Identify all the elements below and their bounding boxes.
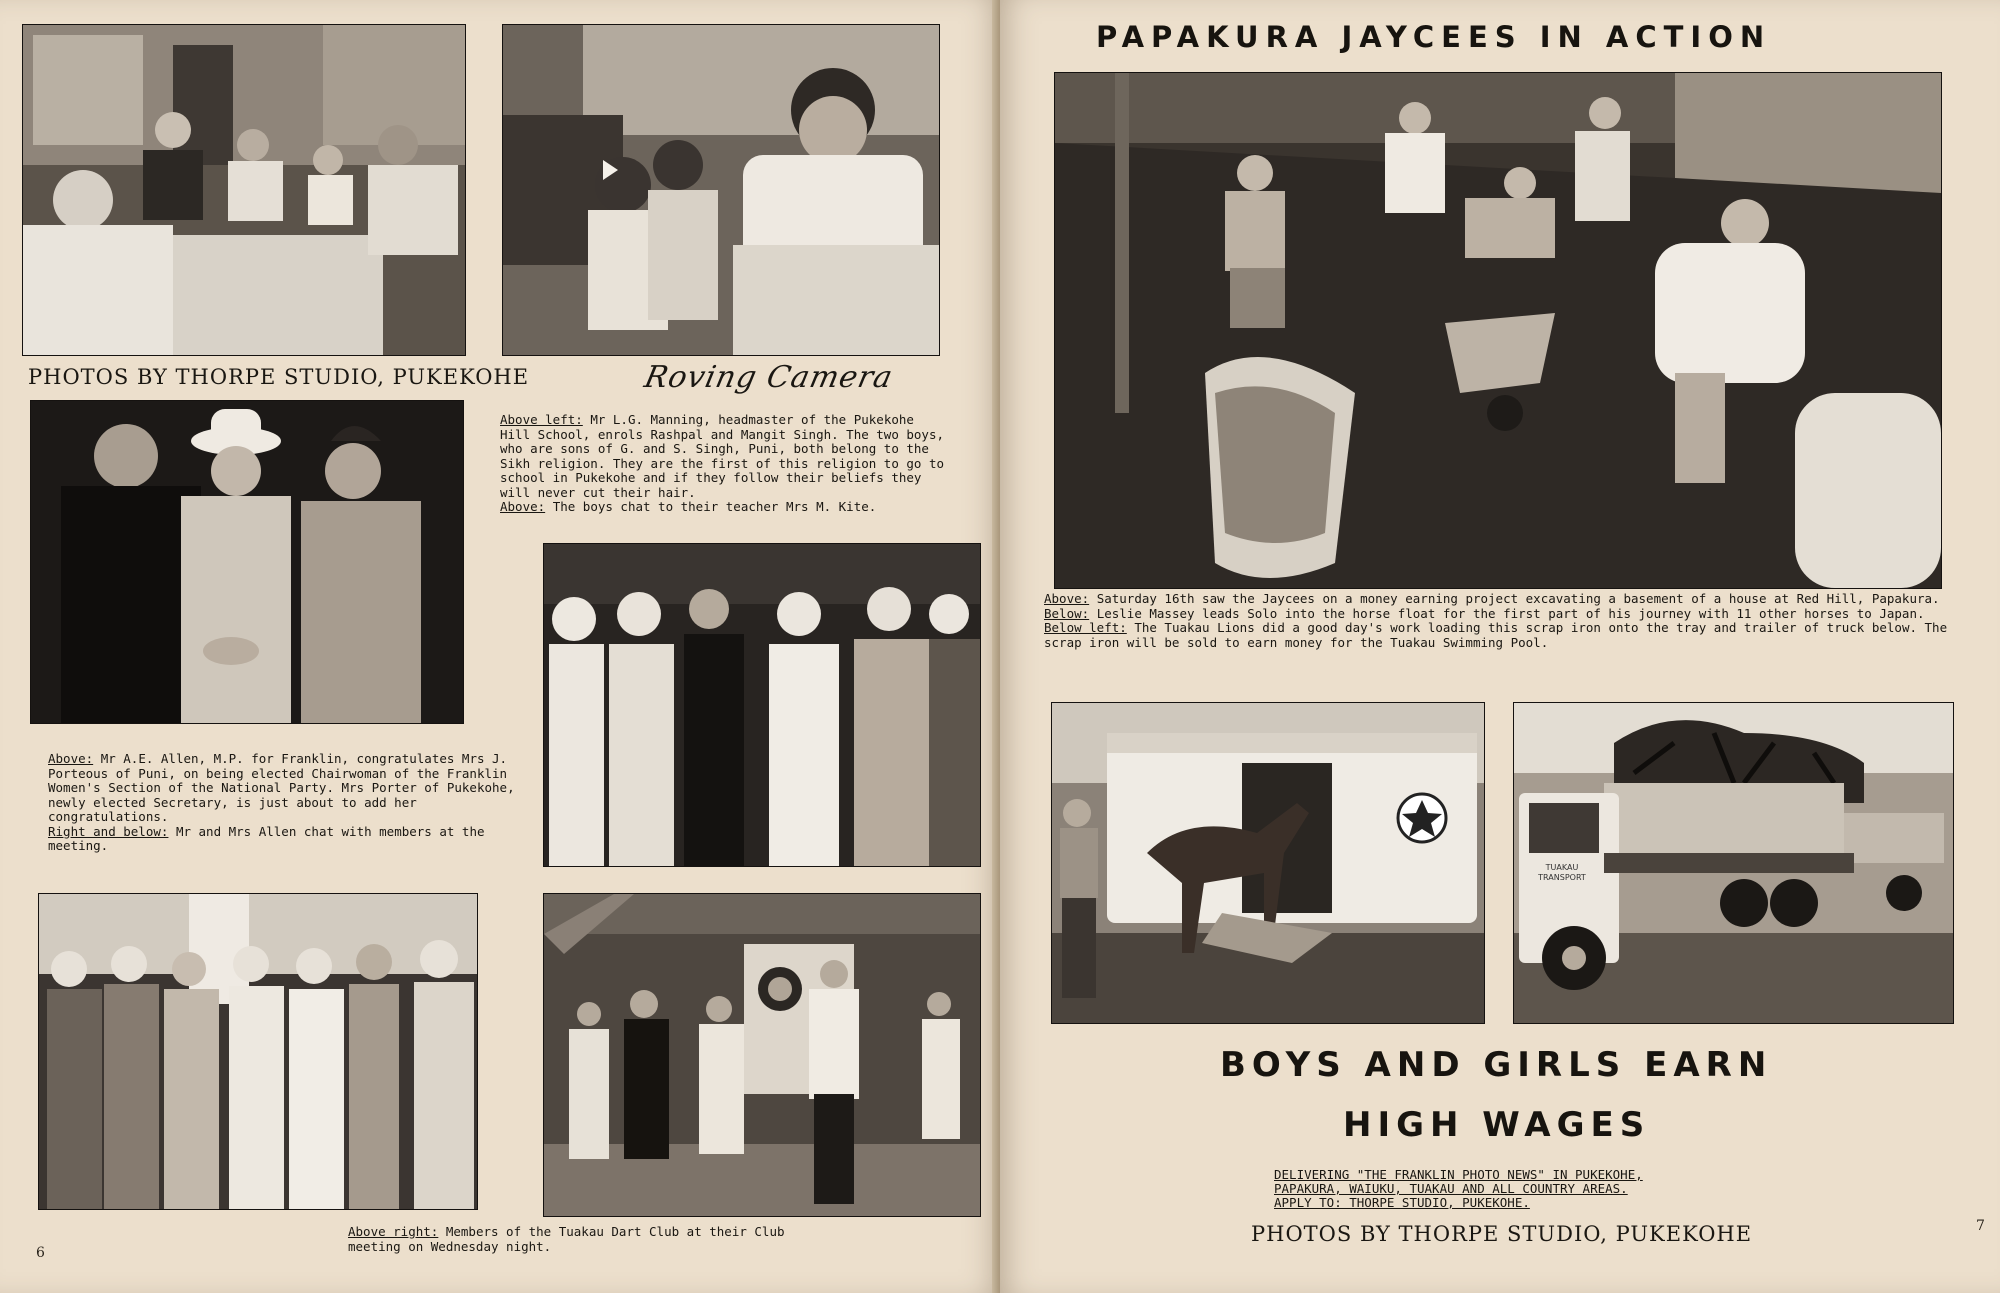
caption-right-below-label: Right and below: <box>48 823 169 839</box>
headline-boys-girls: BOYS AND GIRLS EARN <box>1220 1045 1773 1085</box>
caption-jaycees-text: Saturday 16th saw the Jaycees on a money earning project excavating a basement of a house at Red Hill, Papakura. <box>1096 591 1940 606</box>
caption-right-below-text: Mr and Mrs Allen chat with members at the meeting. <box>48 823 485 853</box>
page-number-left: 6 <box>36 1245 45 1261</box>
caption-lions-label: Below left: <box>1044 620 1127 635</box>
photo-dart-club <box>543 893 981 1217</box>
delivery-notice <box>1274 1168 1744 1210</box>
caption-allen <box>48 752 516 854</box>
photo-women-group <box>38 893 478 1210</box>
caption-jaycees-label: Above: <box>1044 591 1090 606</box>
caption-horse-text: Leslie Massey leads Solo into the horse float for the first part of his journey with 11 other horses to Japan. <box>1096 605 1925 621</box>
caption-dart-text: Members of the Tuakau Dart Club at their Club meeting on Wednesday night. <box>348 1224 785 1254</box>
right-page <box>1000 0 2000 1293</box>
caption-dart <box>348 1225 788 1254</box>
notice-line-1: DELIVERING "THE FRANKLIN PHOTO NEWS" IN PUKEKOHE, <box>1274 1167 1643 1182</box>
caption-above-label: Above: <box>500 499 546 514</box>
caption-lions-text: The Tuakau Lions did a good day's work loading this scrap iron onto the tray and trailer of truck below. The scrap iron will be sold to earn money for the Tuakau Swimming Pool. <box>1044 620 1948 650</box>
photo-horse-float <box>1051 702 1485 1024</box>
caption-allen-label: Above: <box>48 751 94 766</box>
photo-credit-right: PHOTOS BY THORPE STUDIO, PUKEKOHE <box>1251 1222 1753 1246</box>
truck-door-text: TUAKAU TRANSPORT <box>1538 863 1586 882</box>
section-title-roving-camera: Roving Camera <box>641 360 897 395</box>
notice-line-2: PAPAKURA, WAIUKU, TUAKAU AND ALL COUNTRY AREAS. <box>1274 1181 1628 1196</box>
headline-jaycees: PAPAKURA JAYCEES IN ACTION <box>1096 20 1772 54</box>
caption-allen-text: Mr A.E. Allen, M.P. for Franklin, congratulates Mrs J. Porteous of Puni, on being elected Chairwoman of the Franklin Women's Section of the National Party. Mrs Porter of Pukekohe, newly elected Secretary, is just about to add her congratulations. <box>48 751 515 824</box>
photo-allen-congratulates <box>30 400 464 724</box>
caption-above-text: The boys chat to their teacher Mrs M. Kite. <box>552 499 877 514</box>
notice-line-3: APPLY TO: THORPE STUDIO, PUKEKOHE. <box>1274 1195 1530 1210</box>
photo-scrap-truck <box>1513 702 1954 1024</box>
caption-jaycees-block <box>1044 592 1964 650</box>
caption-above-left-label: Above left: <box>500 412 583 427</box>
caption-above-left-text: Mr L.G. Manning, headmaster of the Pukekohe Hill School, enrols Rashpal and Mangit Singh. The two boys, who are sons of G. and S. Singh, Puni, both belong to the Sikh religion. They are the first of this religion to go to school in Pukekohe and if they follow their beliefs they will never cut their hair. <box>500 412 945 500</box>
photo-credit: PHOTOS BY THORPE STUDIO, PUKEKOHE <box>28 365 530 389</box>
caption-dart-label: Above right: <box>348 1224 439 1239</box>
page-number-right: 7 <box>1976 1218 1985 1234</box>
photo-allens-chat <box>543 543 981 867</box>
headline-high-wages: HIGH WAGES <box>1343 1105 1651 1145</box>
photo-jaycees-excavating <box>1054 72 1942 589</box>
caption-horse-label: Below: <box>1044 605 1090 621</box>
caption-enrolment <box>500 413 950 515</box>
photo-teacher-boys <box>502 24 940 356</box>
photo-school-enrolment <box>22 24 466 356</box>
